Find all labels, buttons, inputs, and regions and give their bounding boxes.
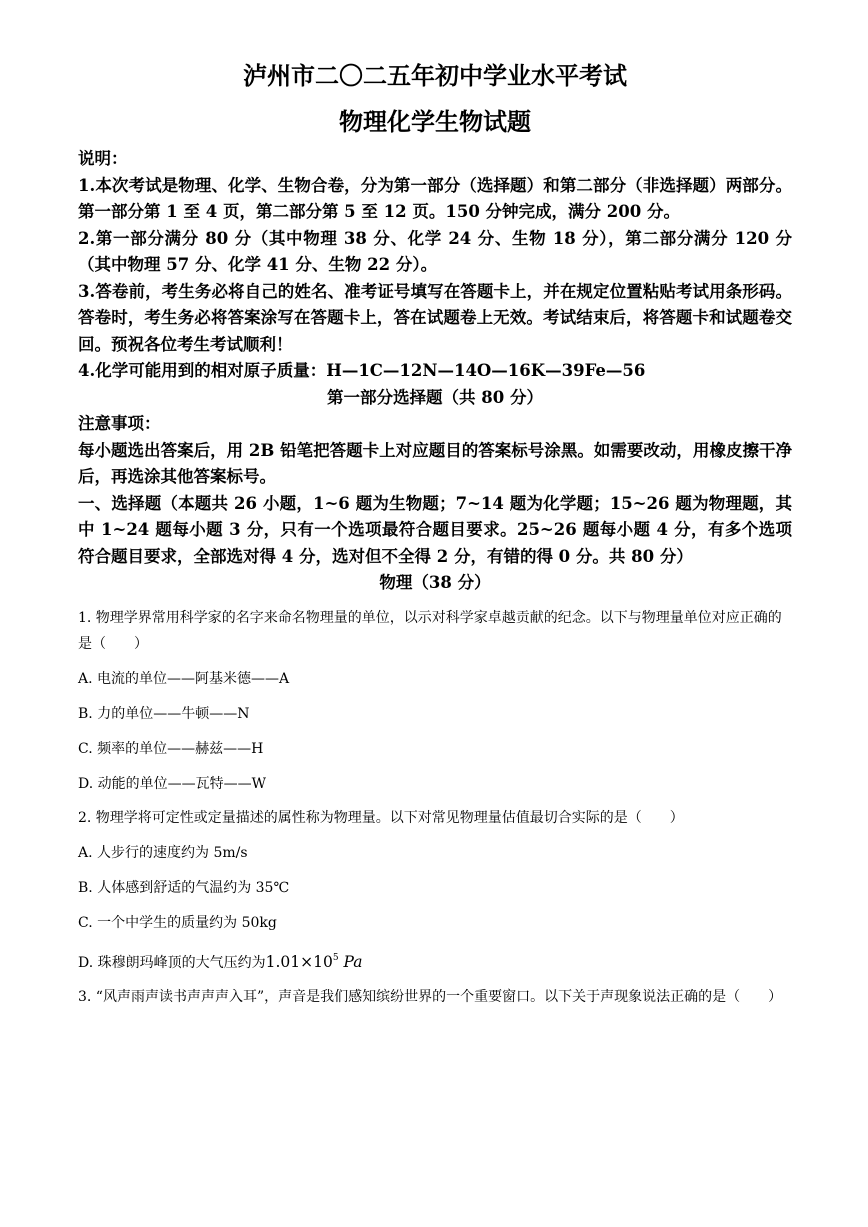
- exam-subtitle: 物理化学生物试题: [339, 107, 531, 136]
- part1-heading: 第一部分选择题（共 80 分）: [327, 387, 543, 407]
- notice-text: 每小题选出答案后，用 2B 铅笔把答题卡上对应题目的答案标号涂黑。如需要改动，用橡皮擦干净后，再选涂其他答案标号。: [78, 440, 792, 486]
- instruction-item-3: 3.答卷前，考生务必将自己的姓名、准考证号填写在答题卡上，并在规定位置粘贴考试用条形码。答卷时，考生务必将答案涂写在答题卡上，答在试题卷上无效。考试结束后，将答题卡和试题卷交回。预祝各位考生考试顺利！: [78, 281, 792, 354]
- pressure-formula: [266, 953, 363, 971]
- question-3-stem: 3. “风声雨声读书声声声入耳”，声音是我们感知缤纷世界的一个重要窗口。以下关于声现象说法正确的是（ ）: [78, 988, 783, 1005]
- section-intro: 一、选择题（本题共 26 小题，1~6 题为生物题；7~14 题为化学题；15~26 题为物理题，其中 1~24 题每小题 3 分，只有一个选项最符合题目要求。25~26 题每小题 4 分，有多个选项符合题目要求，全部选对得 4 分，选对但不全得 2 分，有错的得 0 分。共 80 分）: [78, 493, 792, 566]
- question-2-option-a: A. 人步行的速度约为 5m/s: [78, 844, 248, 861]
- pressure-unit: Pa: [343, 952, 363, 971]
- question-2-option-c: C. 一个中学生的质量约为 50kg: [78, 914, 277, 931]
- question-1-stem: 1. 物理学界常用科学家的名字来命名物理量的单位，以示对科学家卓越贡献的纪念。以下与物理量单位对应正确的是（ ）: [78, 609, 782, 652]
- notice-label: 注意事项：: [78, 414, 161, 433]
- question-1-option-b: B. 力的单位——牛顿——N: [78, 705, 250, 722]
- question-2-option-b: B. 人体感到舒适的气温约为 35℃: [78, 879, 290, 896]
- question-1-option-d: D. 动能的单位——瓦特——W: [78, 775, 267, 792]
- instructions-label: 说明：: [78, 149, 128, 168]
- instructions-block: [78, 146, 792, 385]
- pressure-exponent: 5: [332, 952, 339, 963]
- instruction-item-2: 2.第一部分满分 80 分（其中物理 38 分、化学 24 分、生物 18 分），第二部分满分 120 分（其中物理 57 分、化学 41 分、生物 22 分）。: [78, 228, 792, 274]
- instruction-item-4: 4.化学可能用到的相对原子质量：H—1C—12N—14O—16K—39Fe—56: [78, 361, 646, 380]
- question-2-stem: 2. 物理学将可定性或定量描述的属性称为物理量。以下对常见物理量估值最切合实际的是（ ）: [78, 809, 684, 826]
- instruction-item-1: 1.本次考试是物理、化学、生物合卷，分为第一部分（选择题）和第二部分（非选择题）两部分。第一部分第 1 至 4 页，第二部分第 5 至 12 页。150 分钟完成，满分 200 分。: [78, 175, 792, 221]
- question-1-option-c: C. 频率的单位——赫兹——H: [78, 740, 264, 757]
- subject-heading: 物理（38 分）: [379, 573, 491, 592]
- question-2-option-d: [78, 945, 792, 976]
- question-1: [78, 605, 792, 797]
- question-2-option-d-text: D. 珠穆朗玛峰顶的大气压约为: [78, 954, 266, 971]
- question-1-option-a: A. 电流的单位——阿基米德——A: [78, 670, 290, 687]
- question-3: [78, 984, 792, 1010]
- question-2: [78, 805, 792, 976]
- exam-title: 泸州市二〇二五年初中学业水平考试: [243, 61, 627, 90]
- part1-block: [78, 385, 792, 597]
- pressure-mantissa: 1.01×10: [265, 952, 333, 971]
